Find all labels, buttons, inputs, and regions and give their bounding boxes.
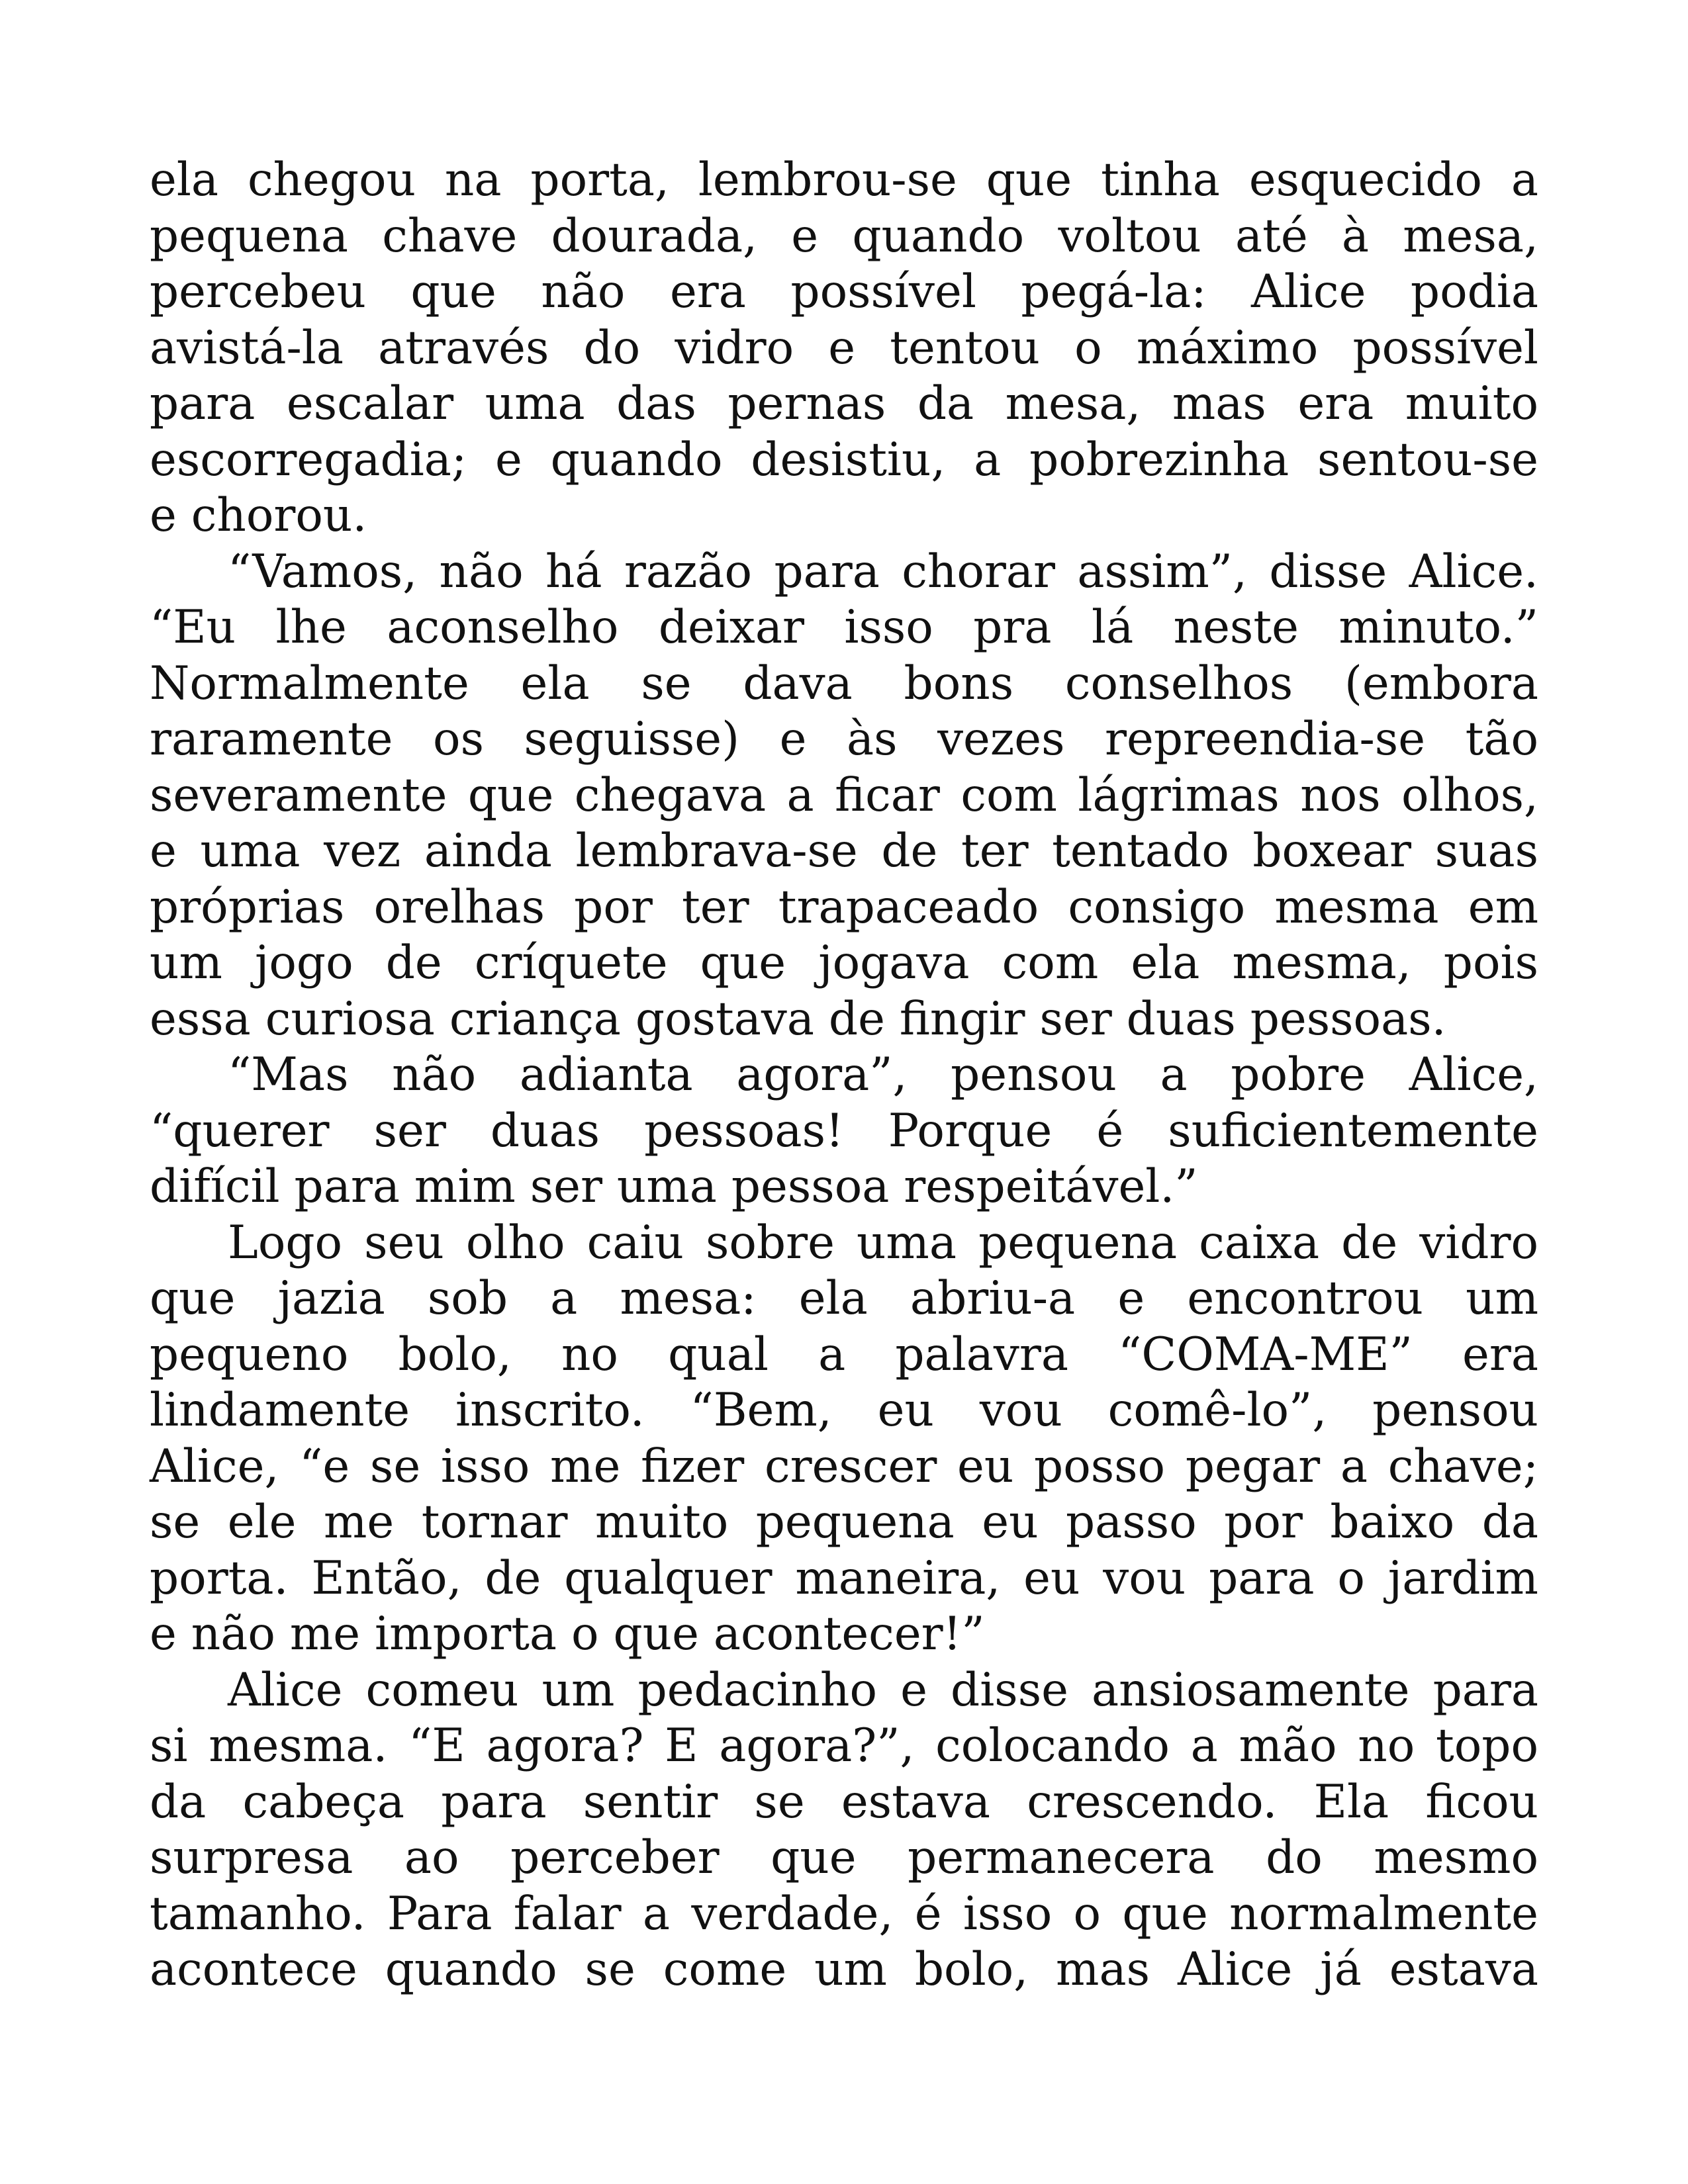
text-line: lindamente inscrito. “Bem, eu vou comê-lo”, pensou — [150, 1384, 1538, 1437]
text-line: percebeu que não era possível pegá-la: Alice podia — [150, 265, 1538, 318]
paragraph — [150, 544, 1538, 1048]
text-line: Alice comeu um pedacinho e disse ansiosamente para — [228, 1663, 1538, 1717]
text-line: e chorou. — [150, 489, 367, 542]
text-line: “querer ser duas pessoas! Porque é suficientemente — [150, 1104, 1538, 1158]
paragraph — [150, 1215, 1538, 1662]
text-line: pequeno bolo, no qual a palavra “COMA-ME” era — [150, 1328, 1538, 1381]
text-line: da cabeça para sentir se estava crescendo. Ela ficou — [150, 1775, 1538, 1829]
text-line: avistá-la através do vidro e tentou o máximo possível — [150, 321, 1538, 375]
text-line: e não me importa o que acontecer!” — [150, 1608, 985, 1661]
text-line: “Vamos, não há razão para chorar assim”, disse Alice. — [228, 545, 1538, 598]
text-line: severamente que chegava a ficar com lágrimas nos olhos, — [150, 768, 1538, 822]
text-line: Alice, “e se isso me fizer crescer eu posso pegar a chave; — [150, 1439, 1538, 1493]
text-line: difícil para mim ser uma pessoa respeitável.” — [150, 1160, 1198, 1213]
text-line: porta. Então, de qualquer maneira, eu vou para o jardim — [150, 1551, 1538, 1605]
text-line: essa curiosa criança gostava de fingir ser duas pessoas. — [150, 992, 1446, 1046]
text-line: “Mas não adianta agora”, pensou a pobre Alice, — [228, 1048, 1538, 1101]
paragraph — [150, 1662, 1538, 1998]
text-line: Normalmente ela se dava bons conselhos (embora — [150, 657, 1538, 710]
text-line: para escalar uma das pernas da mesa, mas era muito — [150, 377, 1538, 430]
text-line: Logo seu olho caiu sobre uma pequena caixa de vidro — [228, 1216, 1538, 1269]
text-line: si mesma. “E agora? E agora?”, colocando a mão no topo — [150, 1719, 1538, 1772]
paragraph — [150, 1047, 1538, 1215]
text-line: acontece quando se come um bolo, mas Alice já estava — [150, 1943, 1538, 1996]
paragraph — [150, 152, 1538, 544]
text-line: ela chegou na porta, lembrou-se que tinha esquecido a — [150, 154, 1538, 206]
text-line: se ele me tornar muito pequena eu passo por baixo da — [150, 1496, 1538, 1549]
text-line: tamanho. Para falar a verdade, é isso o que normalmente — [150, 1887, 1538, 1940]
text-line: um jogo de críquete que jogava com ela mesma, pois — [150, 936, 1538, 989]
text-line: surpresa ao perceber que permanecera do mesmo — [150, 1831, 1538, 1884]
page-text — [150, 152, 1538, 1998]
text-line: e uma vez ainda lembrava-se de ter tentado boxear suas — [150, 825, 1538, 878]
text-line: raramente os seguisse) e às vezes repreendia-se tão — [150, 713, 1538, 766]
text-line: que jazia sob a mesa: ela abriu-a e encontrou um — [150, 1272, 1538, 1325]
text-line: pequena chave dourada, e quando voltou até à mesa, — [150, 209, 1538, 263]
text-line: escorregadia; e quando desistiu, a pobrezinha sentou-se — [150, 433, 1538, 486]
text-line: próprias orelhas por ter trapaceado consigo mesma em — [150, 880, 1538, 934]
text-line: “Eu lhe aconselho deixar isso pra lá neste minuto.” — [150, 601, 1538, 654]
